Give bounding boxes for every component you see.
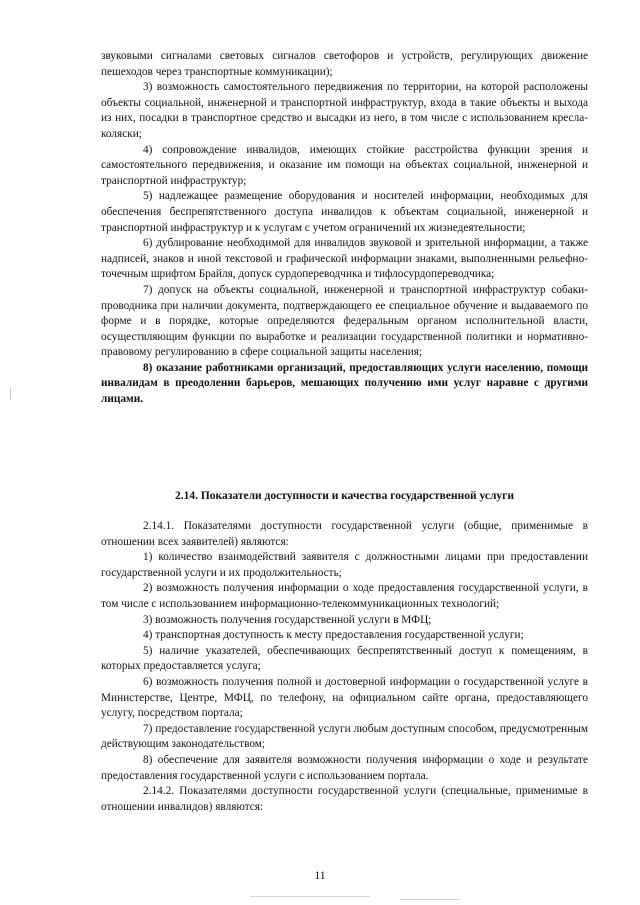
scan-bottom-mark bbox=[250, 896, 370, 897]
paragraph-indicator-7: 7) предоставление государственной услуги любым доступным способом, предусмотренным действующим законодательством; bbox=[101, 722, 588, 751]
paragraph-continuation: звуковыми сигналами световых сигналов светофоров и устройств, регулирующих движение пешеходов через транспортные коммуникации); bbox=[101, 50, 588, 78]
scan-bottom-mark bbox=[400, 899, 460, 900]
scan-edge-mark bbox=[10, 388, 11, 400]
paragraph-item-5: 5) надлежащее размещение оборудования и носителей информации, необходимых для обеспечения беспрепятственного доступа инвалидов к объектам социальной, инженерной и транспортной инфраструктур и к услугам с учетом ограничений их жизнедеятельности; bbox=[101, 190, 588, 234]
paragraph-item-7: 7) допуск на объекты социальной, инженерной и транспортной инфраструктур собаки-проводника при наличии документа, подтверждающего ее специальное обучение и выдаваемого по форме и в порядке, которые определяются федеральным органом исполнительной власти, осуществляющим функции по выработке и реализации государственной политики и нормативно-правовому регулированию в сфере социальной защиты населения; bbox=[101, 283, 588, 359]
text-block-top bbox=[101, 49, 588, 408]
paragraph-indicator-1: 1) количество взаимодействий заявителя с должностными лицами при предоставлении государственной услуги и их продолжительность; bbox=[101, 551, 588, 579]
paragraph-2-14-2: 2.14.2. Показателями доступности государственной услуги (специальные, применимые в отношении инвалидов) являются: bbox=[101, 785, 588, 813]
paragraph-indicator-2: 2) возможность получения информации о ходе предоставления государственной услуги, в том числе с использованием информационно-телекоммуникационных технологий; bbox=[101, 582, 588, 610]
section-title: 2.14. Показатели доступности и качества государственной услуги bbox=[174, 490, 515, 502]
paragraph-item-3: 3) возможность самостоятельного передвижения по территории, на которой расположены объекты социальной, инженерной и транспортной инфраструктур, входа в такие объекты и выхода из них, посадки в транспортное средство и высадки из него, в том числе с использованием кресла-коляски; bbox=[101, 81, 588, 140]
paragraph-indicator-4: 4) транспортная доступность к месту предоставления государственной услуги; bbox=[143, 629, 524, 642]
text-block-section bbox=[101, 519, 588, 815]
paragraph-item-4: 4) сопровождение инвалидов, имеющих стойкие расстройства функции зрения и самостоятельного передвижения, и оказание им помощи на объектах социальной, инженерной и транспортной инфраструктур; bbox=[101, 143, 588, 187]
paragraph-2-14-1: 2.14.1. Показателями доступности государственной услуги (общие, применимые в отношении всех заявителей) являются: bbox=[101, 520, 588, 548]
paragraph-indicator-8: 8) обеспечение для заявителя возможности получения информации о ходе и результате предоставления государственной услуги с использованием портала. bbox=[101, 753, 588, 782]
paragraph-item-8: 8) оказание работниками организаций, предоставляющих услуги населению, помощи инвалидам в преодолении барьеров, мешающих получению ими услуг наравне с другими лицами. bbox=[101, 361, 588, 406]
paragraph-indicator-5: 5) наличие указателей, обеспечивающих беспрепятственный доступ к помещениям, в которых предоставляется услуга; bbox=[101, 644, 588, 673]
paragraph-item-6: 6) дублирование необходимой для инвалидов звуковой и зрительной информации, а также надписей, знаков и иной текстовой и графической информации знаками, выполненными рельефно-точечным шрифтом Брайля, допуск сурдопереводчика и тифлосурдопереводчика; bbox=[101, 237, 588, 281]
paragraph-indicator-3: 3) возможность получения государственной услуги в МФЦ; bbox=[143, 613, 432, 626]
paragraph-indicator-6: 6) возможность получения полной и достоверной информации о государственной услуге в Министерстве, Центре, МФЦ, по телефону, на официальном сайте органа, предоставляющего услугу, посредством портала; bbox=[101, 675, 588, 720]
page-number: 11 bbox=[314, 870, 326, 882]
